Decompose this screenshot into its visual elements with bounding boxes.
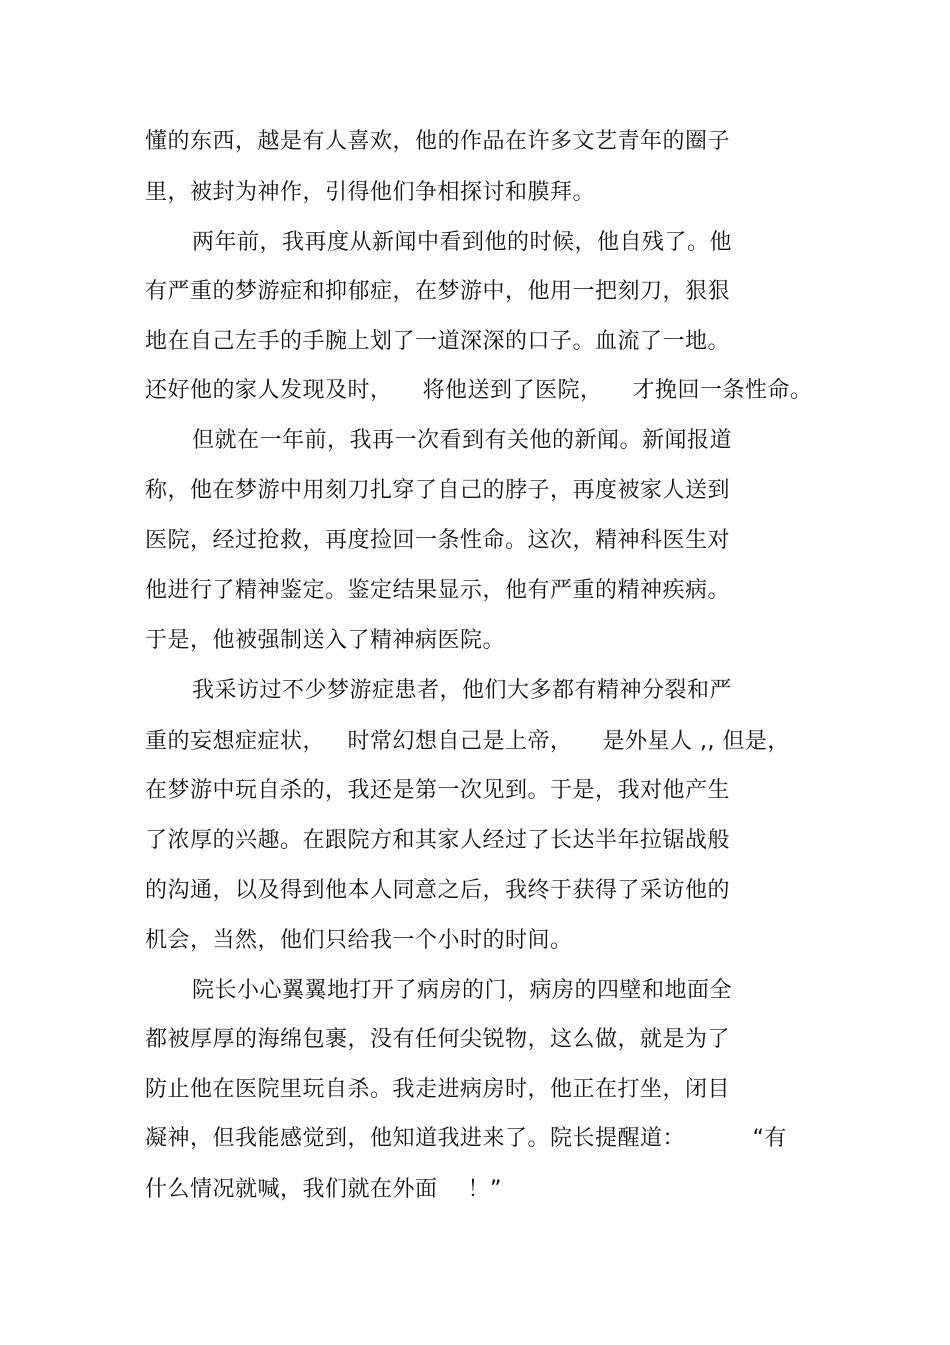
text-line: 都被厚厚的海绵包裹，没有任何尖锐物，这么做，就是为了	[145, 1027, 731, 1052]
text-line: 什么情况就喊，我们就在外面 ！”	[145, 1177, 502, 1202]
text-line: 但就在一年前，我再一次看到有关他的新闻。新闻报道	[192, 428, 733, 453]
text-line: 还好他的家人发现及时， 将他送到了医院， 才挽回一条性命。	[145, 378, 813, 403]
text-line: 我采访过不少梦游症患者，他们大多都有精神分裂和严	[192, 678, 733, 703]
text-line: 了浓厚的兴趣。在跟院方和其家人经过了长达半年拉锯战般	[145, 828, 731, 853]
text-line: 称，他在梦游中用刻刀扎穿了自己的脖子，再度被家人送到	[145, 478, 731, 503]
text-line: 在梦游中玩自杀的，我还是第一次见到。于是，我对他产生	[145, 778, 731, 803]
text-line: 他进行了精神鉴定。鉴定结果显示，他有严重的精神疾病。	[145, 578, 731, 603]
text-line: 防止他在医院里玩自杀。我走进病房时，他正在打坐，闭目	[145, 1077, 731, 1102]
text-line: 两年前，我再度从新闻中看到他的时候，他自残了。他	[192, 230, 733, 255]
text-line: 地在自己左手的手腕上划了一道深深的口子。血流了一地。	[145, 329, 731, 354]
text-line: 机会，当然，他们只给我一个小时的时间。	[145, 928, 573, 953]
text-line: 医院，经过抢救，再度捡回一条性命。这次，精神科医生对	[145, 528, 731, 553]
text-line: 懂的东西，越是有人喜欢，他的作品在许多文艺青年的圈子	[145, 129, 731, 154]
text-line: 里，被封为神作，引得他们争相探讨和膜拜。	[145, 180, 596, 205]
text-line: 院长小心翼翼地打开了病房的门，病房的四壁和地面全	[192, 978, 733, 1003]
text-line: 重的妄想症症状， 时常幻想自己是上帝， 是外星人 ,, 但是，	[145, 729, 790, 754]
text-line: 的沟通，以及得到他本人同意之后，我终于获得了采访他的	[145, 878, 731, 903]
text-line: 于是，他被强制送入了精神病医院。	[145, 628, 506, 653]
text-line: 有严重的梦游症和抑郁症，在梦游中，他用一把刻刀，狠狠	[145, 279, 731, 304]
text-line: 凝神，但我能感觉到，他知道我进来了。院长提醒道： “有	[145, 1126, 787, 1151]
